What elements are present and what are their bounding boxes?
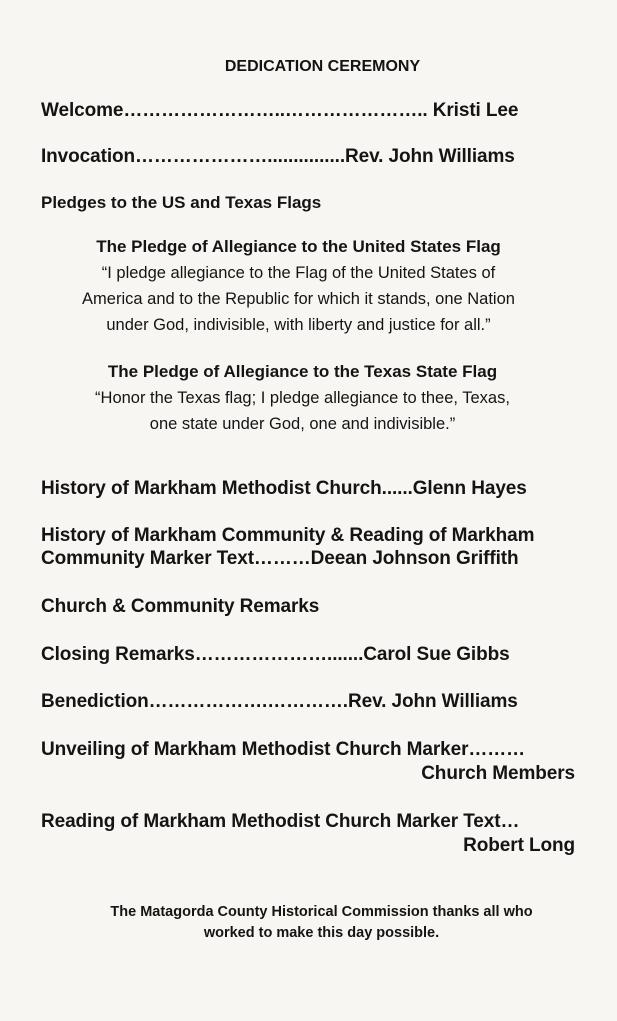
program-item-reading-presenter: Robert Long <box>463 835 575 856</box>
texas-pledge-line: “Honor the Texas flag; I pledge allegiance to thee, Texas, <box>95 389 510 407</box>
program-item-history-community-cont: Community Marker Text………Deean Johnson Griffith <box>41 548 519 569</box>
pledges-heading: Pledges to the US and Texas Flags <box>41 193 322 212</box>
us-pledge-line: America and to the Republic for which it stands, one Nation <box>82 290 515 308</box>
program-item-benediction: Benediction……………….………….Rev. John Williams <box>41 691 518 712</box>
texas-pledge-line: one state under God, one and indivisible.” <box>149 415 456 433</box>
footer-thanks-line: The Matagorda County Historical Commission thanks all who <box>110 904 533 920</box>
us-pledge-line: under God, indivisible, with liberty and justice for all.” <box>106 316 491 334</box>
footer-thanks-line: worked to make this day possible. <box>203 925 440 941</box>
page-title: DEDICATION CEREMONY <box>224 58 421 75</box>
program-item-unveiling-presenter: Church Members <box>421 763 575 784</box>
program-item-history-community: History of Markham Community & Reading of Markham <box>41 525 535 546</box>
program-item-unveiling: Unveiling of Markham Methodist Church Marker……… <box>41 739 526 760</box>
program-item-history-church: History of Markham Methodist Church......Glenn Hayes <box>41 478 527 499</box>
program-item-invocation: Invocation…………………...............Rev. John Williams <box>41 146 515 167</box>
us-pledge-line: “I pledge allegiance to the Flag of the United States of <box>101 264 496 282</box>
program-item-remarks: Church & Community Remarks <box>41 596 320 617</box>
program-item-reading: Reading of Markham Methodist Church Marker Text… <box>41 811 520 832</box>
program-item-closing: Closing Remarks………………….......Carol Sue Gibbs <box>41 644 510 665</box>
us-pledge-heading: The Pledge of Allegiance to the United States Flag <box>96 237 501 256</box>
program-item-welcome: Welcome……………………..………………….. Kristi Lee <box>41 100 519 121</box>
texas-pledge-heading: The Pledge of Allegiance to the Texas State Flag <box>107 362 498 381</box>
